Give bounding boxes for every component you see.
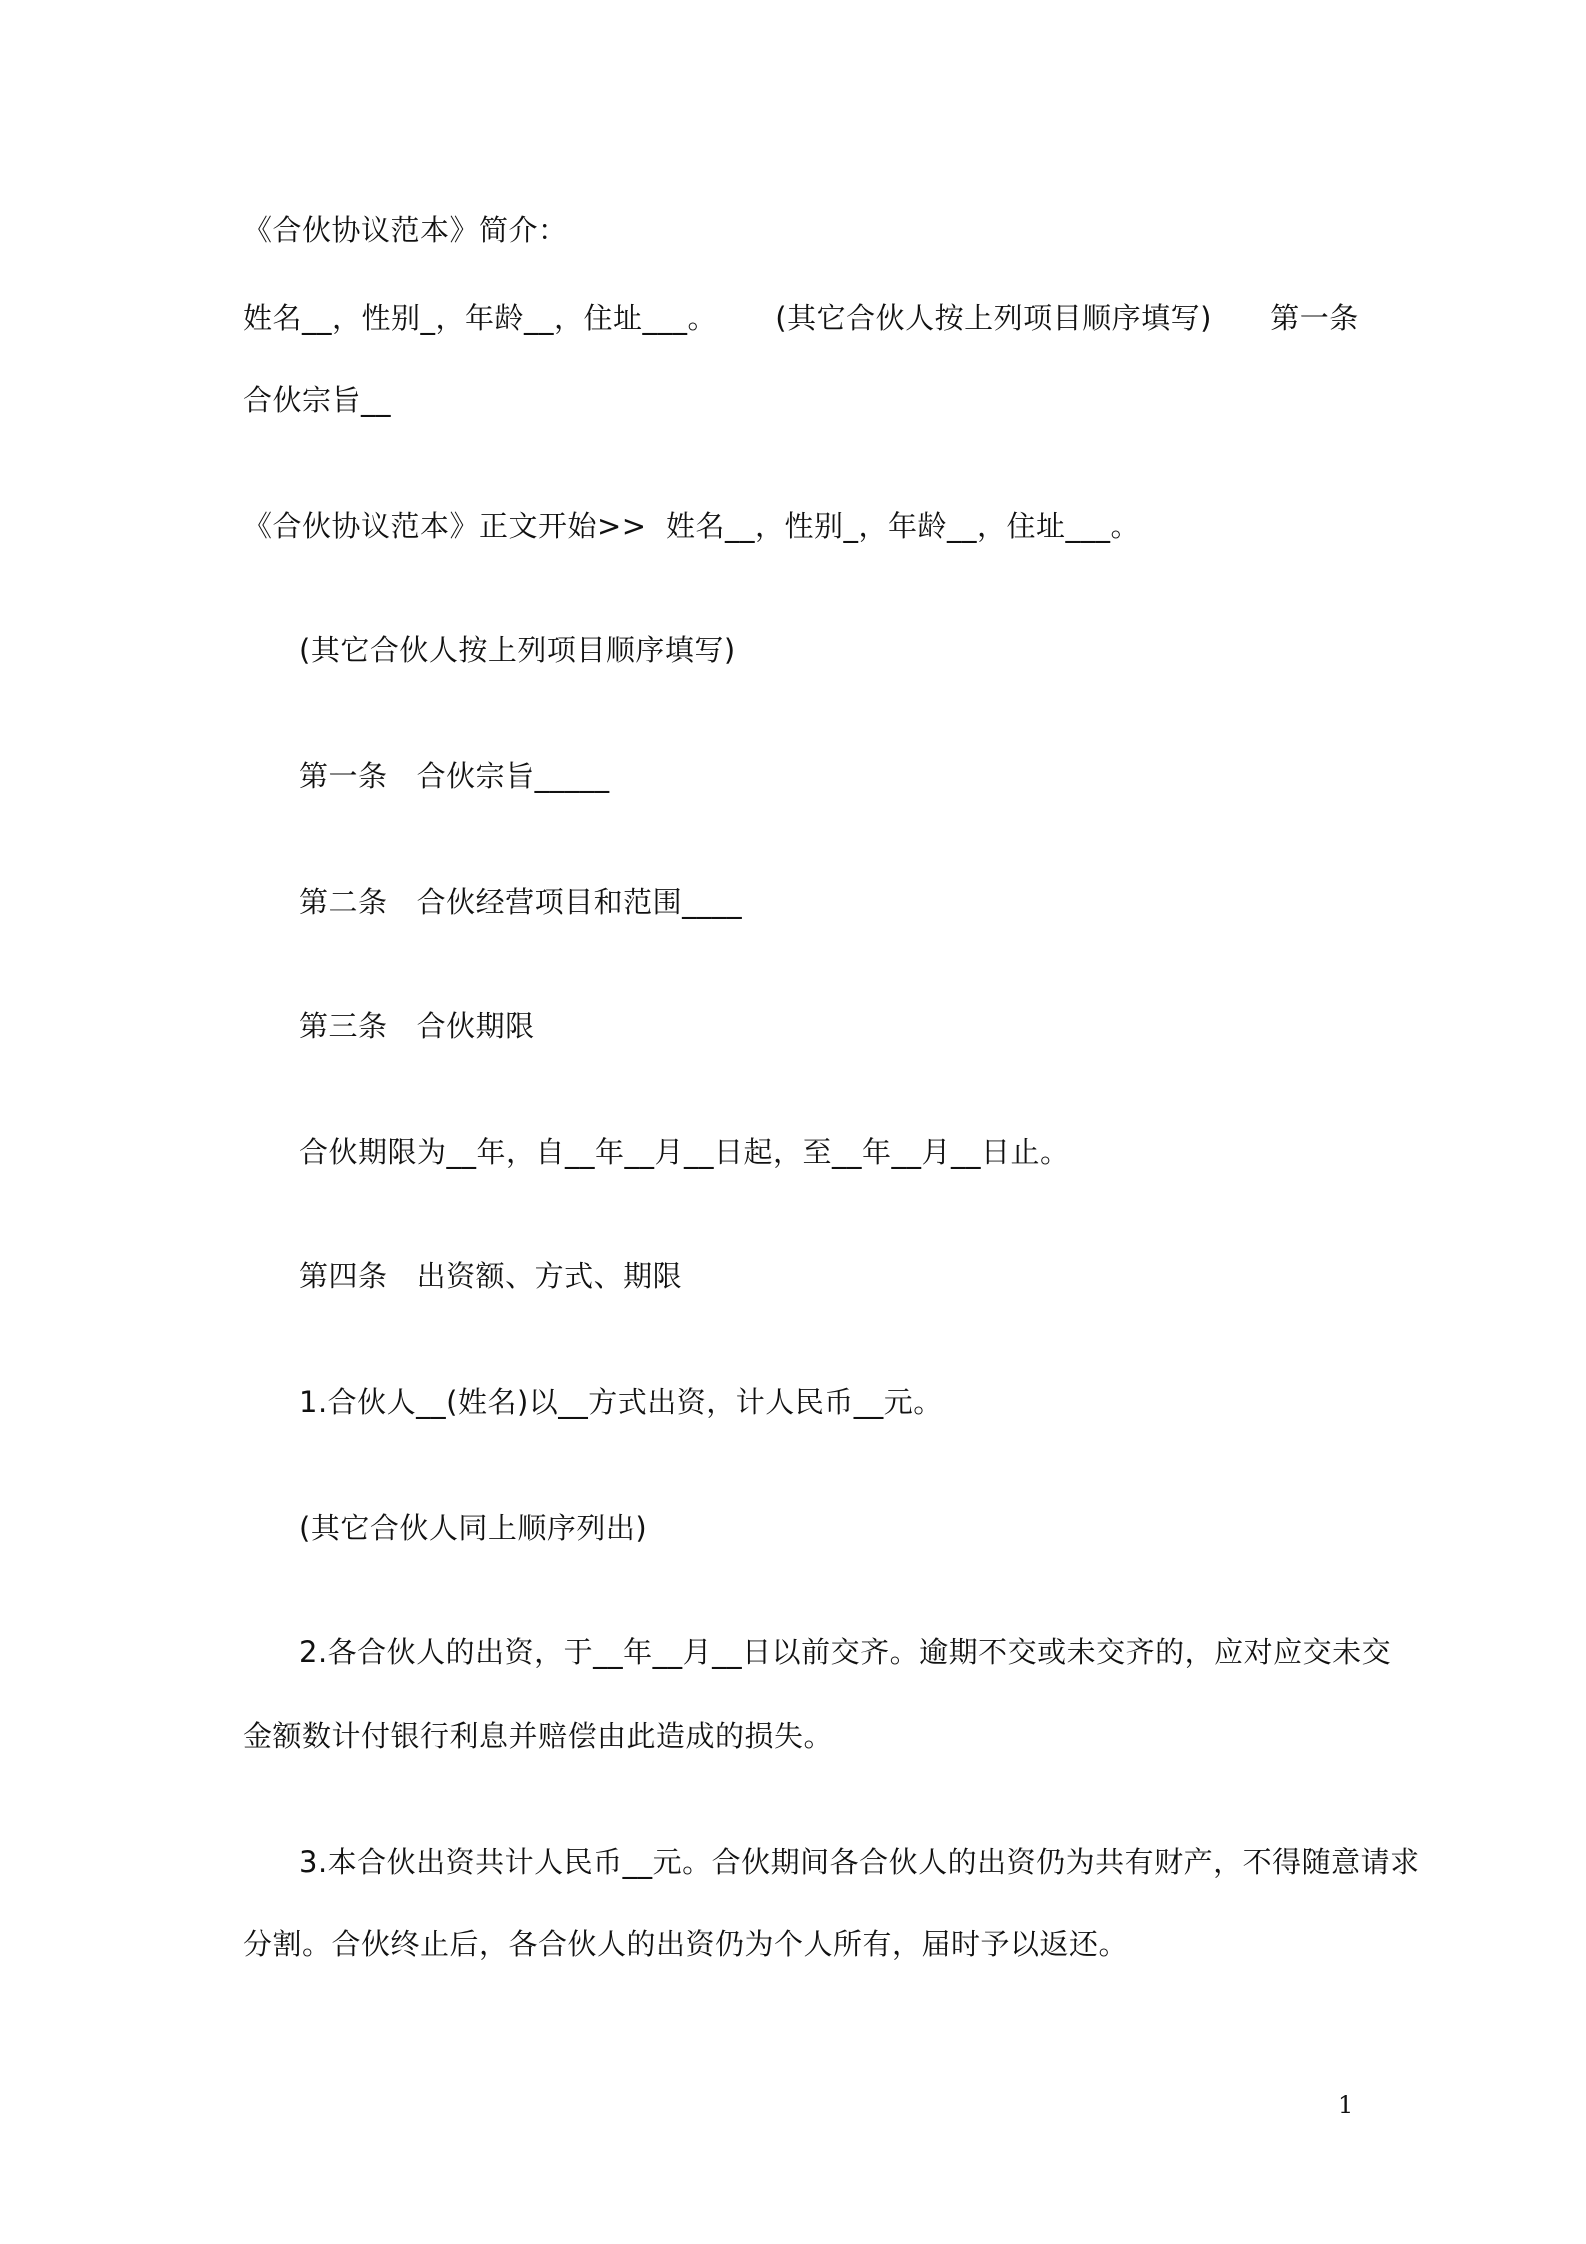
article-4-item-3-line-1: 3.本合伙出资共计人民币__元。合伙期间各合伙人的出资仍为共有财产，不得随意请求 <box>299 1845 1420 1879</box>
intro-summary-line-2: 合伙宗旨__ <box>243 383 392 417</box>
article-4-heading: 第四条 出资额、方式、期限 <box>299 1259 683 1293</box>
intro-summary-line-1: 姓名__，性别_，年龄__，住址___。 (其它合伙人按上列项目顺序填写) 第一条 <box>243 301 1359 335</box>
article-4-item-2-line-1: 2.各合伙人的出资，于__年__月__日以前交齐。逾期不交或未交齐的，应对应交未交 <box>299 1635 1392 1669</box>
page-number: 1 <box>1338 2091 1354 2119</box>
article-4-item-1-note: (其它合伙人同上顺序列出) <box>299 1511 648 1545</box>
body-start-line: 《合伙协议范本》正文开始>> 姓名__，性别_，年龄__，住址___。 <box>243 509 1141 543</box>
intro-heading: 《合伙协议范本》简介： <box>243 213 568 247</box>
article-1-purpose: 第一条 合伙宗旨_____ <box>299 759 610 793</box>
article-3-term-heading: 第三条 合伙期限 <box>299 1009 535 1043</box>
article-3-term-text: 合伙期限为__年，自__年__月__日起，至__年__月__日止。 <box>299 1135 1070 1169</box>
article-4-item-1: 1.合伙人__(姓名)以__方式出资，计人民币__元。 <box>299 1385 943 1419</box>
other-partners-note: (其它合伙人按上列项目顺序填写) <box>299 633 736 667</box>
article-4-item-3-line-2: 分割。合伙终止后，各合伙人的出资仍为个人所有，届时予以返还。 <box>243 1927 1129 1961</box>
article-4-item-2-line-2: 金额数计付银行利息并赔偿由此造成的损失。 <box>243 1719 834 1753</box>
article-2-scope: 第二条 合伙经营项目和范围____ <box>299 885 743 919</box>
